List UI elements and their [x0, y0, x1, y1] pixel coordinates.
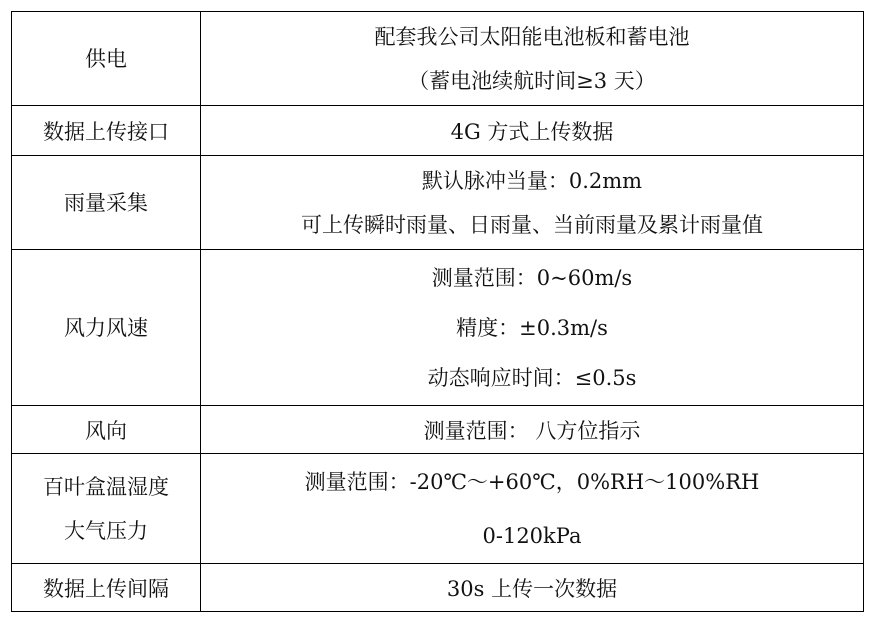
row-value-cell	[201, 106, 864, 156]
row-label-cell	[12, 406, 201, 454]
label-text: 百叶盒温湿度	[43, 474, 169, 499]
table-row	[12, 250, 864, 406]
value-text: 测量范围： 八方位指示	[423, 418, 641, 443]
value-text: 4G 方式上传数据	[450, 119, 614, 144]
row-value-cell	[201, 406, 864, 454]
row-label-cell	[12, 156, 201, 250]
value-text: （蓄电池续航时间≥3 天）	[408, 68, 656, 93]
value-text: 配套我公司太阳能电池板和蓄电池	[374, 24, 690, 49]
table-row	[12, 12, 864, 106]
value-text: 可上传瞬时雨量、日雨量、当前雨量及累计雨量值	[301, 212, 763, 237]
table-row	[12, 406, 864, 454]
value-text: 30s 上传一次数据	[446, 576, 618, 601]
spec-table	[11, 11, 864, 612]
label-text: 雨量采集	[64, 190, 148, 215]
row-label-cell	[12, 250, 201, 406]
row-label-cell	[12, 564, 201, 612]
value-text: 动态响应时间：≤0.5s	[427, 365, 637, 390]
row-label-cell	[12, 454, 201, 564]
label-text: 供电	[85, 46, 127, 71]
row-value-cell	[201, 250, 864, 406]
table-row	[12, 564, 864, 612]
value-text: 测量范围：-20℃～+60℃，0%RH～100%RH	[304, 469, 760, 494]
label-text: 数据上传接口	[43, 119, 169, 144]
row-value-cell	[201, 156, 864, 250]
row-value-cell	[201, 12, 864, 106]
label-text: 大气压力	[64, 518, 148, 543]
row-value-cell	[201, 454, 864, 564]
label-text: 风向	[85, 418, 127, 443]
table-row	[12, 156, 864, 250]
table-row	[12, 106, 864, 156]
value-text: 默认脉冲当量：0.2mm	[421, 168, 643, 193]
value-text: 0-120kPa	[482, 523, 582, 548]
table-row	[12, 454, 864, 564]
row-label-cell	[12, 106, 201, 156]
label-text: 风力风速	[64, 315, 148, 340]
row-value-cell	[201, 564, 864, 612]
value-text: 测量范围：0~60m/s	[431, 265, 633, 290]
value-text: 精度：±0.3m/s	[456, 315, 608, 340]
label-text: 数据上传间隔	[43, 576, 169, 601]
row-label-cell	[12, 12, 201, 106]
